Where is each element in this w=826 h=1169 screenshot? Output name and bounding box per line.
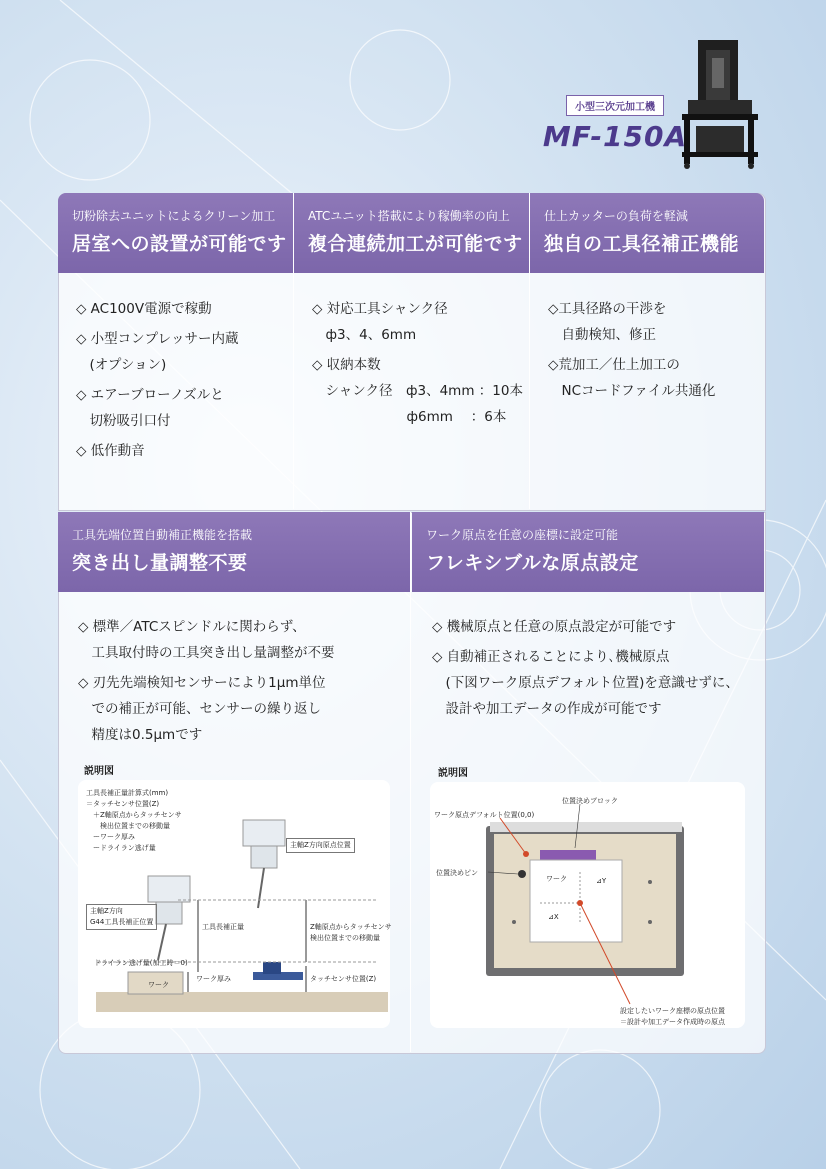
positioning-block-label: 位置決めブロック [562,797,618,805]
feature-title: 独自の工具径補正機能 [544,233,740,255]
list-item: ◇ 対応工具シャンク径 ф3、4、6mm [312,301,448,343]
feature-title: 突き出し量調整不要 [72,552,248,574]
product-title [540,95,690,153]
target-origin-label: 設定したいワーク座標の原点位置 ＝設計や加工データ作成時の原点 [620,1007,725,1026]
touch-sensor-label: タッチセンサ位置(Z) [310,975,377,983]
column-divider [293,193,294,509]
default-origin-label: ワーク原点デフォルト位置(0,0) [434,811,535,819]
list-item: ◇ 標準／ATCスピンドルに関わらず、 工具取付時の工具突き出し量調整が不要 [78,619,335,661]
feature-subtitle: ワーク原点を任意の座標に設定可能 [426,528,619,542]
feature-title: フレキシブルな原点設定 [426,552,639,574]
feature-header-clean [58,193,293,273]
list-item: ◇ 小型コンプレッサー内蔵 (オプション) [76,331,239,373]
feature-title: 複合連続加工が可能です [308,233,523,255]
work-label: ワーク [148,981,169,989]
origin-figure [430,782,745,1028]
g44-label: 主軸Z方向 G44工具長補正位置 [86,904,157,930]
delta-x-label: ⊿X [548,913,559,921]
tool-length-formula: 工具長補正量計算式(mm) ＝タッチセンサ位置(Z) ＋Z軸原点からタッチセンサ 検出位置までの移動量 ーワーク厚み ードライラン逃げ量 [86,789,182,852]
delta-y-label: ⊿Y [596,877,607,885]
feature-list-tool-comp [548,296,758,408]
z-move-label: Z軸原点からタッチセンサ 検出位置までの移動量 [310,923,392,942]
feature-subtitle: 工具先端位置自動補正機能を搭載 [72,528,253,542]
list-item: ◇荒加工／仕上加工の NCコードファイル共通化 [548,357,716,399]
feature-list-origin [432,614,762,726]
work-label: ワーク [546,875,567,883]
positioning-pin-label: 位置決めピン [436,869,478,877]
spindle-origin-label: 主軸Z方向原点位置 [286,838,355,853]
list-item: ◇ エアーブローノズルと 切粉吸引口付 [76,387,224,429]
feature-list-clean [76,296,286,468]
feature-subtitle: ATCユニット搭載により稼働率の向上 [308,209,510,223]
list-item: ◇ AC100V電源で稼動 [76,301,212,317]
list-item: ◇ 機械原点と任意の原点設定が可能です [432,619,677,635]
list-item: ◇ 刃先先端検知センサーにより1μm単位 での補正が可能、センサーの繰り返し 精度は0.5μmです [78,675,326,743]
product-name: MF-150A [542,120,688,153]
tool-comp-label: 工具長補正量 [202,923,244,931]
list-item: ◇ 自動補正されることにより､機械原点 (下図ワーク原点デフォルト位置)を意識せずに、 設計や加工データの作成が可能です [432,649,739,717]
feature-header-tool-comp [530,193,764,273]
feature-header-auto-length [58,512,410,592]
feature-subtitle: 切粉除去ユニットによるクリーン加工 [72,209,276,223]
feature-list-auto-length [78,614,408,752]
list-item: ◇ 低作動音 [76,443,145,459]
figure-label: 説明図 [438,768,468,779]
tool-length-figure [78,780,390,1028]
dryrun-label: ドライラン逃げ量(加工時＝0) [94,959,188,967]
column-divider [410,512,411,1052]
feature-header-origin [412,512,764,592]
list-item: ◇ 収納本数 シャンク径 ф3、4mm ：10本 ф6mm ：6本 [312,357,523,425]
feature-header-atc [294,193,529,273]
product-subtitle: 小型三次元加工機 [566,95,664,116]
feature-list-atc [312,296,522,434]
feature-title: 居室への設置が可能です [72,233,287,255]
column-divider [529,193,530,509]
figure-label: 説明図 [84,766,114,777]
work-thickness-label: ワーク厚み [196,975,231,983]
list-item: ◇工具径路の干渉を 自動検知、修正 [548,301,667,343]
feature-subtitle: 仕上カッターの負荷を軽減 [544,209,688,223]
